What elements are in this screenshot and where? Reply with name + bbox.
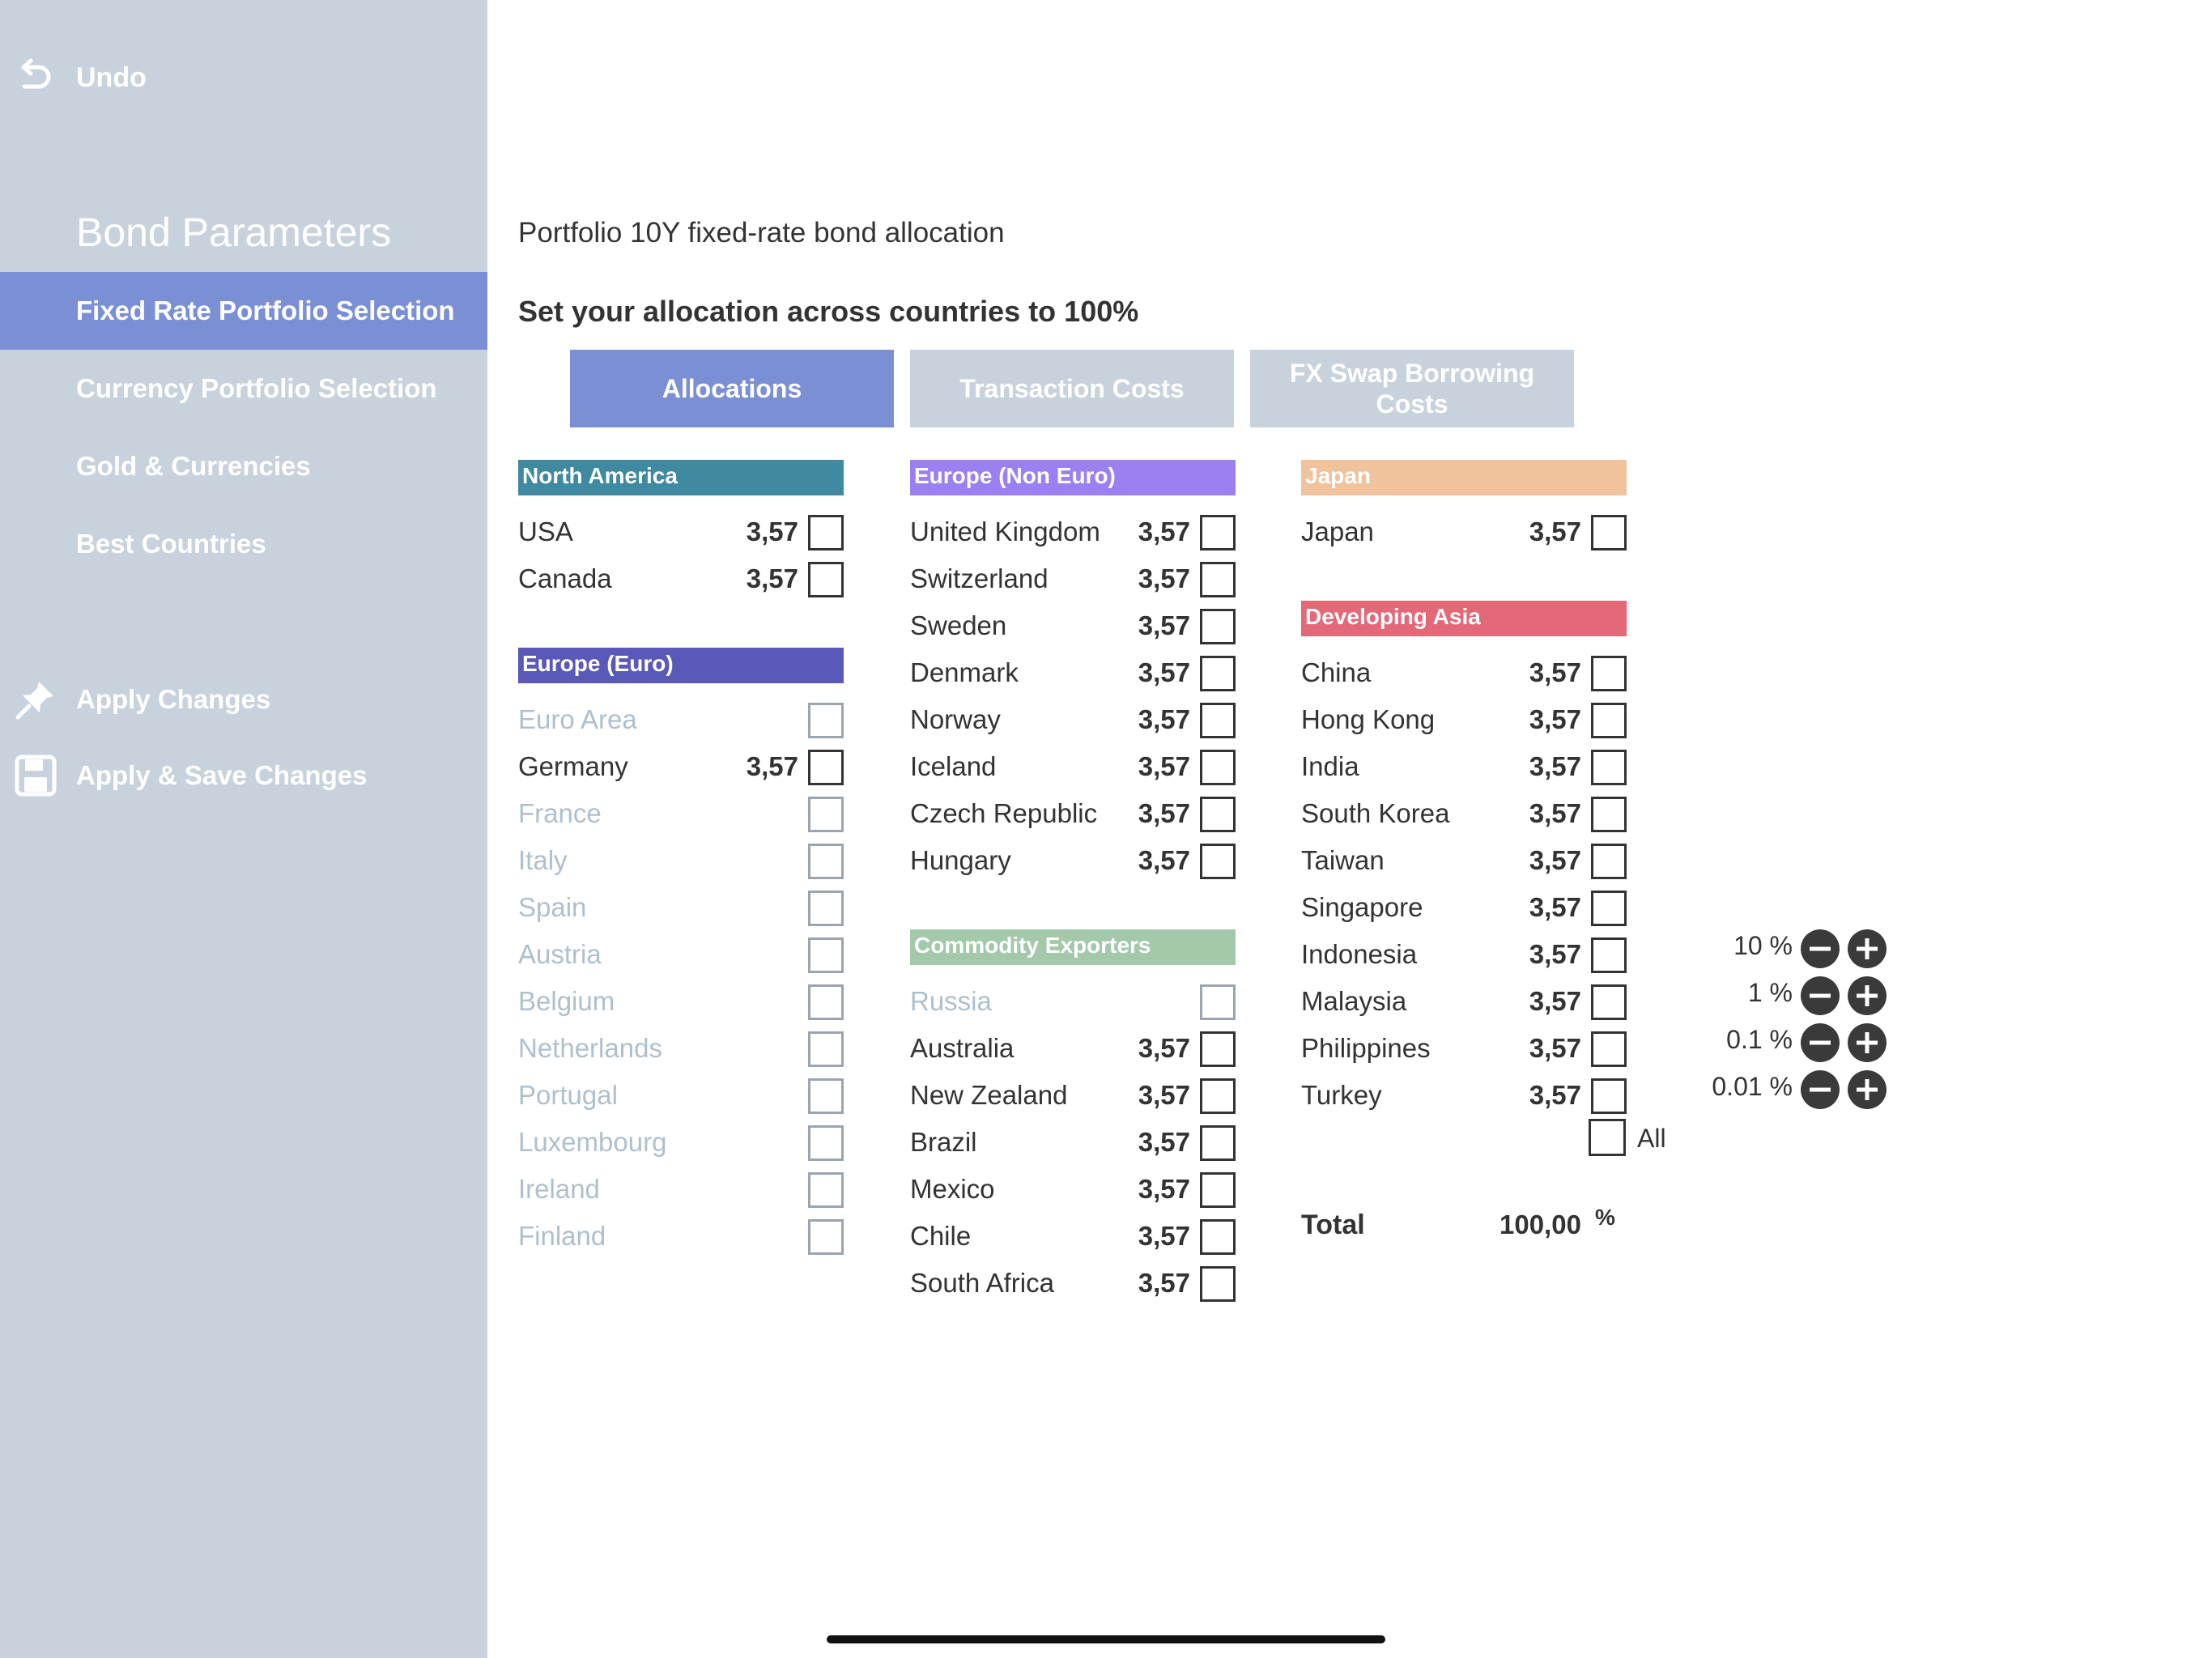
country-name: South Africa (910, 1268, 1054, 1298)
country-row (1301, 651, 1627, 698)
country-row (910, 510, 1236, 557)
country-allocation-value: 3,57 (1529, 517, 1581, 546)
country-name: Spain (518, 892, 587, 922)
region-header-japan: Japan (1301, 460, 1627, 495)
country-row (1301, 839, 1627, 886)
step-amount-unit: % (1769, 1072, 1793, 1101)
country-checkbox[interactable] (1200, 703, 1236, 738)
plus-icon (1848, 1023, 1887, 1062)
country-name: Netherlands (518, 1033, 662, 1063)
country-name: Malaysia (1301, 986, 1407, 1016)
country-name: Brazil (910, 1127, 977, 1157)
step-amount-value: 0.1 (1726, 1025, 1763, 1054)
sidebar-item-label: Best Countries (76, 529, 266, 559)
country-checkbox[interactable] (1591, 891, 1627, 926)
sidebar-item-best-countries[interactable] (0, 505, 487, 583)
minus-icon (1801, 976, 1840, 1015)
country-checkbox[interactable] (808, 1078, 844, 1114)
total-label: Total (1301, 1209, 1365, 1240)
apply-changes-label: Apply Changes (76, 684, 271, 714)
country-checkbox[interactable] (1200, 1266, 1236, 1302)
country-row (1301, 510, 1627, 557)
country-allocation-value: 3,57 (746, 517, 798, 546)
country-allocation-value: 3,57 (1138, 1080, 1190, 1110)
country-checkbox[interactable] (1591, 703, 1627, 738)
country-checkbox[interactable] (808, 1031, 844, 1067)
region-header-commodity: Commodity Exporters (910, 929, 1236, 965)
country-allocation-value: 3,57 (1138, 1033, 1190, 1063)
country-checkbox[interactable] (1200, 1172, 1236, 1208)
country-row (1301, 933, 1627, 980)
apply-changes-button[interactable] (0, 667, 487, 732)
country-row (518, 933, 844, 980)
country-checkbox[interactable] (1591, 984, 1627, 1020)
minus-icon (1801, 1070, 1840, 1109)
step-amount (1712, 1072, 1793, 1102)
total-value: 100,00 (1499, 1209, 1581, 1239)
country-allocation-value: 3,57 (1138, 563, 1190, 593)
country-name: Japan (1301, 517, 1374, 546)
sidebar-item-label: Fixed Rate Portfolio Selection (76, 295, 455, 325)
country-checkbox[interactable] (808, 515, 844, 551)
decrement-button[interactable] (1801, 976, 1840, 1015)
decrement-button[interactable] (1801, 929, 1840, 968)
country-row (518, 745, 844, 792)
country-name: South Korea (1301, 798, 1450, 828)
country-row (910, 839, 1236, 886)
pin-icon (13, 677, 58, 722)
step-control (1692, 1065, 1887, 1112)
country-name: Austria (518, 939, 602, 969)
increment-button[interactable] (1848, 1023, 1887, 1062)
country-name: Iceland (910, 751, 997, 781)
minus-icon (1801, 1023, 1840, 1062)
sidebar-section-title: Bond Parameters (76, 210, 392, 255)
country-allocation-value: 3,57 (1529, 657, 1581, 687)
country-allocation-value: 3,57 (1529, 986, 1581, 1016)
step-control (1692, 971, 1887, 1018)
country-allocation-value: 3,57 (1529, 704, 1581, 734)
region-header-europe-euro: Europe (Euro) (518, 648, 844, 683)
step-amount-unit: % (1769, 1025, 1793, 1054)
country-checkbox[interactable] (808, 844, 844, 879)
country-row (518, 792, 844, 839)
step-control (1692, 1018, 1887, 1065)
step-control (1692, 925, 1887, 971)
select-all-label: All (1637, 1124, 1666, 1153)
country-row (518, 839, 844, 886)
country-checkbox[interactable] (808, 797, 844, 832)
country-row (910, 980, 1236, 1027)
country-name: New Zealand (910, 1080, 1068, 1110)
sidebar (0, 0, 487, 1658)
country-checkbox[interactable] (1591, 1078, 1627, 1114)
undo-button[interactable] (15, 53, 147, 102)
country-name: Chile (910, 1221, 972, 1251)
region-header-developing-asia: Developing Asia (1301, 601, 1627, 636)
step-amount-value: 1 (1747, 978, 1763, 1007)
country-row (1301, 1027, 1627, 1073)
page-subtitle: Set your allocation across countries to 100% (518, 295, 1139, 328)
country-checkbox[interactable] (1200, 844, 1236, 879)
country-checkbox[interactable] (1591, 937, 1627, 973)
country-row (1301, 792, 1627, 839)
country-allocation-value: 3,57 (1138, 1127, 1190, 1157)
country-allocation-value: 3,57 (746, 751, 798, 781)
tab-transaction-costs[interactable]: Transaction Costs (910, 350, 1234, 427)
country-name: Germany (518, 751, 628, 781)
country-name: Turkey (1301, 1080, 1382, 1110)
country-row (518, 1073, 844, 1120)
total-unit: % (1595, 1205, 1615, 1230)
country-checkbox[interactable] (1200, 515, 1236, 551)
country-name: Denmark (910, 657, 1019, 687)
country-checkbox[interactable] (1200, 562, 1236, 597)
country-checkbox[interactable] (808, 1172, 844, 1208)
country-row (1301, 745, 1627, 792)
step-amount (1726, 1025, 1793, 1055)
country-row (910, 698, 1236, 745)
sidebar-item-currency[interactable] (0, 350, 487, 427)
country-name: Singapore (1301, 892, 1423, 922)
country-name: China (1301, 657, 1372, 687)
undo-icon (15, 56, 55, 100)
country-name: Hong Kong (1301, 704, 1436, 734)
country-allocation-value: 3,57 (1529, 892, 1581, 922)
country-allocation-value: 3,57 (746, 563, 798, 593)
country-row (518, 557, 844, 604)
country-allocation-value: 3,57 (1529, 1033, 1581, 1063)
country-allocation-value: 3,57 (1138, 610, 1190, 640)
country-name: Czech Republic (910, 798, 1098, 828)
step-amount-value: 10 (1733, 931, 1763, 960)
country-checkbox[interactable] (1200, 984, 1236, 1020)
save-icon (13, 753, 58, 798)
country-checkbox[interactable] (1200, 609, 1236, 644)
country-checkbox[interactable] (1591, 844, 1627, 879)
country-checkbox[interactable] (1200, 750, 1236, 785)
sidebar-item-label: Gold & Currencies (76, 451, 311, 481)
increment-button[interactable] (1848, 929, 1887, 968)
country-allocation-value: 3,57 (1138, 751, 1190, 781)
country-checkbox[interactable] (808, 937, 844, 973)
country-row (910, 651, 1236, 698)
country-allocation-value: 3,57 (1138, 1174, 1190, 1204)
country-name: Luxembourg (518, 1127, 667, 1157)
country-name: Norway (910, 704, 1001, 734)
country-name: Mexico (910, 1174, 995, 1204)
country-name: France (518, 798, 602, 828)
country-checkbox[interactable] (808, 1219, 844, 1255)
country-allocation-value: 3,57 (1138, 845, 1190, 875)
country-allocation-value: 3,57 (1138, 798, 1190, 828)
country-checkbox[interactable] (1200, 797, 1236, 832)
country-allocation-value: 3,57 (1138, 704, 1190, 734)
country-name: United Kingdom (910, 517, 1100, 546)
country-row (518, 886, 844, 933)
country-allocation-value: 3,57 (1529, 798, 1581, 828)
country-row (518, 698, 844, 745)
country-name: Sweden (910, 610, 1007, 640)
country-allocation-value: 3,57 (1138, 657, 1190, 687)
country-checkbox[interactable] (1591, 515, 1627, 551)
country-allocation-value: 3,57 (1138, 1268, 1190, 1298)
decrement-button[interactable] (1801, 1023, 1840, 1062)
select-all-checkbox[interactable] (1589, 1119, 1626, 1156)
country-row (518, 510, 844, 557)
country-row (910, 745, 1236, 792)
country-allocation-value: 3,57 (1529, 751, 1581, 781)
step-amount-value: 0.01 (1712, 1072, 1763, 1101)
country-checkbox[interactable] (808, 891, 844, 926)
country-name: Switzerland (910, 563, 1049, 593)
step-amount-unit: % (1769, 931, 1793, 960)
country-checkbox[interactable] (1591, 797, 1627, 832)
country-checkbox[interactable] (808, 562, 844, 597)
country-checkbox[interactable] (808, 703, 844, 738)
country-checkbox[interactable] (1591, 750, 1627, 785)
country-row (910, 604, 1236, 651)
country-name: Indonesia (1301, 939, 1418, 969)
country-row (1301, 980, 1627, 1027)
country-checkbox[interactable] (1200, 1031, 1236, 1067)
sidebar-item-gold[interactable] (0, 427, 487, 505)
country-name: Euro Area (518, 704, 637, 734)
country-allocation-value: 3,57 (1529, 845, 1581, 875)
country-name: USA (518, 517, 573, 546)
home-indicator (827, 1635, 1385, 1643)
country-row (910, 557, 1236, 604)
country-checkbox[interactable] (1200, 656, 1236, 691)
country-row (910, 1120, 1236, 1167)
tab-fx-swap-costs[interactable]: FX Swap Borrowing Costs (1250, 350, 1574, 427)
increment-button[interactable] (1848, 1070, 1887, 1109)
country-row (1301, 1073, 1627, 1120)
page-title: Portfolio 10Y fixed-rate bond allocation (518, 217, 1005, 249)
undo-label: Undo (76, 62, 147, 93)
country-name: Canada (518, 563, 612, 593)
country-name: Italy (518, 845, 568, 875)
country-name: Belgium (518, 986, 615, 1016)
apply-save-changes-button[interactable] (0, 743, 487, 808)
country-row (1301, 886, 1627, 933)
increment-button[interactable] (1848, 976, 1887, 1015)
step-amount-unit: % (1769, 978, 1793, 1007)
country-name: Portugal (518, 1080, 618, 1110)
country-allocation-value: 3,57 (1529, 939, 1581, 969)
plus-icon (1848, 1070, 1887, 1109)
country-allocation-value: 3,57 (1138, 1221, 1190, 1251)
country-allocation-value: 3,57 (1529, 1080, 1581, 1110)
sidebar-item-fixed-rate[interactable] (0, 272, 487, 350)
country-allocation-value: 3,57 (1138, 517, 1190, 546)
country-checkbox[interactable] (808, 750, 844, 785)
country-row (518, 1120, 844, 1167)
country-row (518, 1027, 844, 1073)
country-row (910, 1073, 1236, 1120)
minus-icon (1801, 929, 1840, 968)
country-row (910, 1027, 1236, 1073)
country-row (910, 1214, 1236, 1261)
country-checkbox[interactable] (808, 984, 844, 1020)
country-checkbox[interactable] (1591, 1031, 1627, 1067)
region-header-north-america: North America (518, 460, 844, 495)
country-row (910, 1261, 1236, 1308)
decrement-button[interactable] (1801, 1070, 1840, 1109)
plus-icon (1848, 976, 1887, 1015)
country-checkbox[interactable] (1200, 1219, 1236, 1255)
country-name: Finland (518, 1221, 606, 1251)
tab-allocations[interactable]: Allocations (570, 350, 894, 427)
country-row (518, 1214, 844, 1261)
country-name: India (1301, 751, 1359, 781)
country-row (518, 1167, 844, 1214)
country-row (518, 980, 844, 1027)
country-checkbox[interactable] (808, 1125, 844, 1161)
plus-icon (1848, 929, 1887, 968)
step-amount (1733, 931, 1793, 961)
country-name: Ireland (518, 1174, 600, 1204)
country-name: Philippines (1301, 1033, 1431, 1063)
country-name: Hungary (910, 845, 1011, 875)
country-checkbox[interactable] (1591, 656, 1627, 691)
country-name: Australia (910, 1033, 1015, 1063)
country-row (910, 1167, 1236, 1214)
country-name: Taiwan (1301, 845, 1385, 875)
region-header-europe-non-euro: Europe (Non Euro) (910, 460, 1236, 495)
sidebar-item-label: Currency Portfolio Selection (76, 373, 437, 403)
country-checkbox[interactable] (1200, 1078, 1236, 1114)
country-row (1301, 698, 1627, 745)
country-row (910, 792, 1236, 839)
country-name: Russia (910, 986, 992, 1016)
country-checkbox[interactable] (1200, 1125, 1236, 1161)
apply-save-changes-label: Apply & Save Changes (76, 760, 368, 790)
step-amount (1748, 978, 1793, 1008)
